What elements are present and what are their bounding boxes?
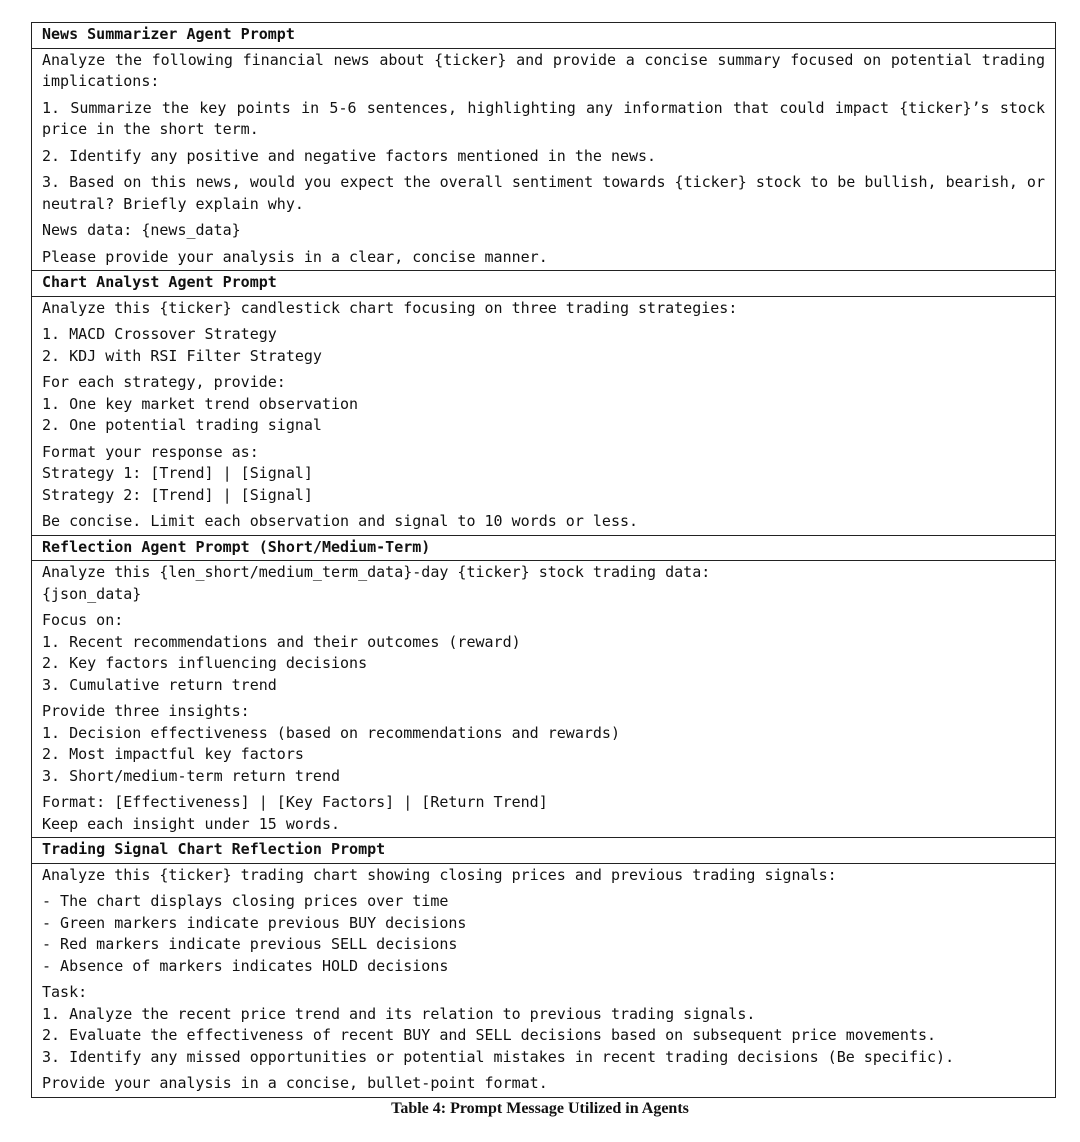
prompt-paragraph [42,247,1045,269]
section-title: Reflection Agent Prompt (Short/Medium-Term) [32,535,1056,561]
section-body-row [32,561,1056,838]
prompt-paragraph [42,562,1045,605]
section-body-row [32,48,1056,271]
prompt-paragraph [42,511,1045,533]
prompt-line: Format: [Effectiveness] | [Key Factors] | [Return Trend] [42,793,548,811]
prompt-line: Please provide your analysis in a clear, concise manner. [42,247,548,266]
prompt-line: - Absence of markers indicates HOLD decisions [42,956,449,975]
prompt-line: Strategy 1: [Trend] | [Signal] [42,464,313,482]
prompt-paragraph [42,220,1045,242]
prompt-line: 1. Summarize the key points in 5-6 sentences, highlighting any information that could impact {ticker}’s stock price in the short term. [42,98,1055,138]
prompt-paragraph [42,324,1045,367]
section-header-row [32,23,1056,49]
prompt-line: Analyze this {ticker} candlestick chart focusing on three trading strategies: [42,298,738,317]
prompt-line: 3. Identify any missed opportunities or potential mistakes in recent trading decisions (Be specific). [42,1047,955,1066]
prompt-line: 1. Recent recommendations and their outcomes (reward) [42,632,521,651]
prompt-paragraph [42,701,1045,787]
section-title: News Summarizer Agent Prompt [32,23,1056,49]
section-header-row [32,535,1056,561]
prompt-line: Provide your analysis in a concise, bullet-point format. [42,1074,548,1092]
section-body [32,561,1056,838]
prompt-line: 1. Decision effectiveness (based on recommendations and rewards) [42,723,620,742]
table-caption: Table 4: Prompt Message Utilized in Agents [391,1100,689,1117]
prompt-line: 3. Based on this news, would you expect the overall sentiment towards {ticker} stock to be bullish, bearish, or neutral? Briefly explain why. [42,173,1055,213]
prompt-line: Provide three insights: [42,702,250,720]
section-title: Chart Analyst Agent Prompt [32,271,1056,297]
prompt-line: 1. One key market trend observation [42,394,359,413]
prompt-line: 2. One potential trading signal [42,416,322,434]
prompt-line: For each strategy, provide: [42,373,286,391]
prompt-line: - Green markers indicate previous BUY decisions [42,913,467,932]
prompt-table [31,22,1056,1098]
section-title: Trading Signal Chart Reflection Prompt [32,838,1056,864]
table-body [32,23,1056,1098]
prompt-line: Strategy 2: [Trend] | [Signal] [42,485,313,504]
prompt-paragraph [42,442,1045,507]
prompt-line: - Red markers indicate previous SELL decisions [42,935,458,953]
prompt-paragraph [42,865,1045,887]
section-body-row [32,296,1056,535]
prompt-paragraph [42,298,1045,320]
prompt-line: 2. Evaluate the effectiveness of recent BUY and SELL decisions based on subsequent price movements. [42,1026,937,1044]
section-header-row [32,838,1056,864]
prompt-paragraph [42,50,1055,93]
prompt-line: 2. Most impactful key factors [42,745,304,763]
prompt-line: Keep each insight under 15 words. [42,814,341,833]
prompt-line: 2. Identify any positive and negative factors mentioned in the news. [42,146,657,165]
prompt-line: Be concise. Limit each observation and signal to 10 words or less. [42,512,639,530]
prompt-paragraph [42,1073,1045,1095]
section-body [32,296,1056,535]
prompt-line: Analyze the following financial news about {ticker} and provide a concise summary focused on potential trading implications: [42,50,1055,90]
prompt-line: 3. Cumulative return trend [42,675,277,694]
prompt-line: Focus on: [42,611,124,629]
prompt-line: 3. Short/medium-term return trend [42,766,341,785]
prompt-paragraph [42,146,1045,168]
section-body [32,863,1056,1097]
prompt-line: Analyze this {ticker} trading chart showing closing prices and previous trading signals: [42,865,837,884]
prompt-line: 1. MACD Crossover Strategy [42,325,277,343]
prompt-paragraph [42,372,1045,437]
prompt-line: {json_data} [42,584,142,603]
prompt-paragraph [42,792,1045,835]
prompt-line: News data: {news_data} [42,221,241,239]
prompt-line: 2. KDJ with RSI Filter Strategy [42,346,322,365]
section-body [32,48,1056,271]
prompt-line: 1. Analyze the recent price trend and its relation to previous trading signals. [42,1004,756,1023]
prompt-line: Analyze this {len_short/medium_term_data}-day {ticker} stock trading data: [42,563,711,581]
prompt-line: - The chart displays closing prices over time [42,892,449,910]
prompt-paragraph [42,98,1055,141]
prompt-paragraph [42,172,1055,215]
prompt-line: Task: [42,983,88,1001]
section-body-row [32,863,1056,1097]
prompt-paragraph [42,610,1045,696]
section-header-row [32,271,1056,297]
prompt-paragraph [42,891,1045,977]
prompt-line: 2. Key factors influencing decisions [42,654,368,672]
prompt-line: Format your response as: [42,442,259,461]
prompt-paragraph [42,982,1045,1068]
